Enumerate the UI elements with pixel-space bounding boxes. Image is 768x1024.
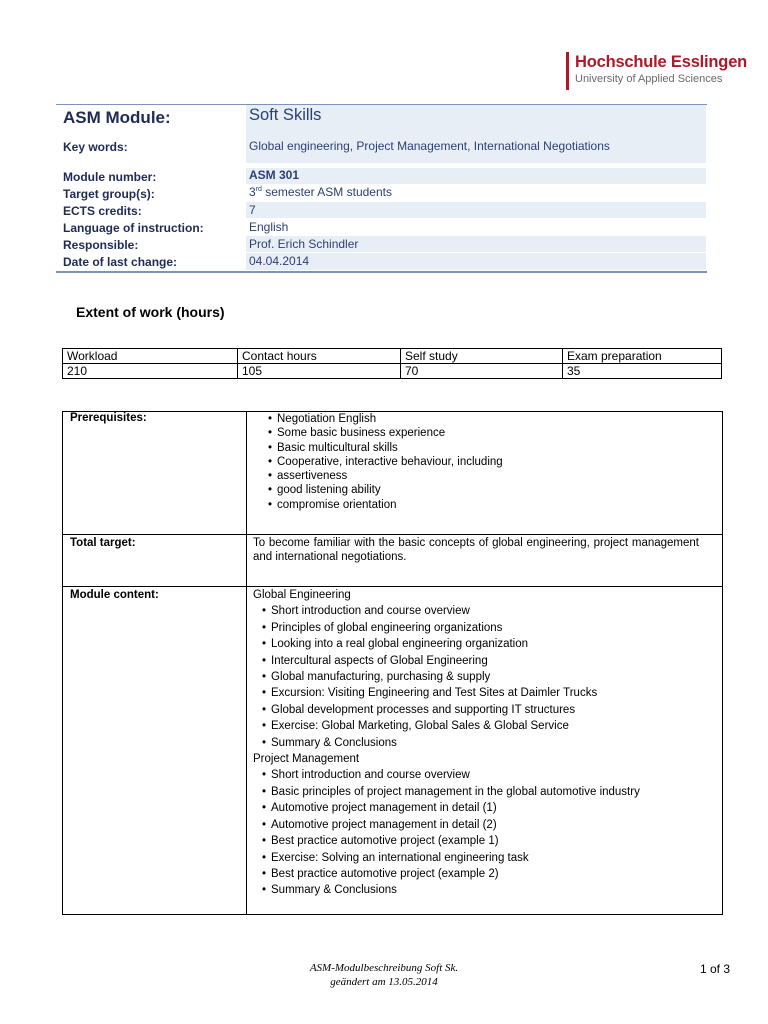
list-item: • Short introduction and course overview xyxy=(253,767,640,783)
module-number-band xyxy=(246,168,706,184)
self-study-header: Self study xyxy=(401,349,563,364)
list-item: • Best practice automotive project (example 1) xyxy=(253,833,640,849)
footer-change-date: geändert am 13.05.2014 xyxy=(330,976,438,988)
prerequisites-list xyxy=(268,412,503,512)
contact-hours-header: Contact hours xyxy=(238,349,401,364)
ects-label: ECTS credits: xyxy=(63,204,142,218)
workload-header: Workload xyxy=(63,349,238,364)
self-study-value: 70 xyxy=(401,364,563,379)
footer-document-name: ASM-Modulbeschreibung Soft Sk. xyxy=(309,962,459,974)
module-details-table xyxy=(62,411,723,915)
ects-value: 7 xyxy=(249,203,256,217)
column-divider xyxy=(246,412,247,914)
responsible-value: Prof. Erich Schindler xyxy=(249,237,359,251)
language-value: English xyxy=(249,220,289,234)
target-group-value: 3rd semester ASM students xyxy=(249,185,392,199)
section-heading: Global Engineering xyxy=(253,589,351,601)
module-content-label: Module content: xyxy=(70,589,159,601)
last-change-label: Date of last change: xyxy=(63,255,178,269)
workload-header-row xyxy=(63,349,722,364)
project-management-list xyxy=(253,767,640,898)
exam-preparation-value: 35 xyxy=(563,364,722,379)
list-item: • Some basic business experience xyxy=(268,426,503,440)
list-item: • Summary & Conclusions xyxy=(253,735,640,751)
module-content xyxy=(253,587,640,899)
target-group-label: Target group(s): xyxy=(63,187,155,201)
workload-value: 210 xyxy=(63,364,238,379)
row-divider xyxy=(63,534,722,535)
extent-of-work-title: Extent of work (hours) xyxy=(76,304,225,320)
keywords-label: Key words: xyxy=(63,140,128,154)
responsible-label: Responsible: xyxy=(63,238,139,252)
language-label: Language of instruction: xyxy=(63,221,204,235)
list-item: • Looking into a real global engineering organization xyxy=(253,636,640,652)
last-change-value: 04.04.2014 xyxy=(249,254,310,268)
list-item: • Cooperative, interactive behaviour, including xyxy=(268,455,503,469)
workload-value-row xyxy=(63,364,722,379)
section-heading: Project Management xyxy=(253,753,360,766)
total-target-label: Total target: xyxy=(70,537,136,549)
logo-name: Hochschule Esslingen xyxy=(575,53,748,71)
list-item: • Exercise: Solving an international engineering task xyxy=(253,850,640,866)
prerequisites-label: Prerequisites: xyxy=(70,412,147,424)
module-number-label: Module number: xyxy=(63,170,157,184)
list-item: • assertiveness xyxy=(268,469,503,483)
page-number: 1 of 3 xyxy=(700,962,731,976)
contact-hours-value: 105 xyxy=(238,364,401,379)
list-item: • Global development processes and supporting IT structures xyxy=(253,702,640,718)
list-item: • Global manufacturing, purchasing & supply xyxy=(253,669,640,685)
logo-bracket xyxy=(566,52,569,90)
total-target-text: To become familiar with the basic concepts of global engineering, project management and international negotiations. xyxy=(253,537,699,564)
list-item: • Basic principles of project management in the global automotive industry xyxy=(253,784,640,800)
list-item: • good listening ability xyxy=(268,483,503,497)
list-item: • Best practice automotive project (example 2) xyxy=(253,866,640,882)
module-title-value: Soft Skills xyxy=(249,106,322,124)
logo-subtitle: University of Applied Sciences xyxy=(575,73,723,85)
list-item: • Automotive project management in detail (2) xyxy=(253,817,640,833)
exam-preparation-header: Exam preparation xyxy=(563,349,722,364)
list-item: • Short introduction and course overview xyxy=(253,603,640,619)
header-bottom-rule xyxy=(56,271,707,273)
list-item: • Basic multicultural skills xyxy=(268,441,503,455)
workload-table xyxy=(62,348,722,379)
module-title-label: ASM Module: xyxy=(63,108,171,127)
list-item: • Negotiation English xyxy=(268,412,503,426)
list-item: • Intercultural aspects of Global Engineering xyxy=(253,653,640,669)
list-item: • Exercise: Global Marketing, Global Sales & Global Service xyxy=(253,718,640,734)
global-engineering-list xyxy=(253,603,640,751)
university-logo xyxy=(566,52,748,92)
date-band xyxy=(246,253,706,270)
list-item: • Principles of global engineering organizations xyxy=(253,620,640,636)
module-number-value: ASM 301 xyxy=(249,168,300,182)
list-item: • Summary & Conclusions xyxy=(253,882,640,898)
ects-band xyxy=(246,202,706,218)
keywords-value: Global engineering, Project Management, International Negotiations xyxy=(249,139,610,153)
list-item: • Automotive project management in detail (1) xyxy=(253,800,640,816)
list-item: • compromise orientation xyxy=(268,498,503,512)
list-item: • Excursion: Visiting Engineering and Test Sites at Daimler Trucks xyxy=(253,685,640,701)
